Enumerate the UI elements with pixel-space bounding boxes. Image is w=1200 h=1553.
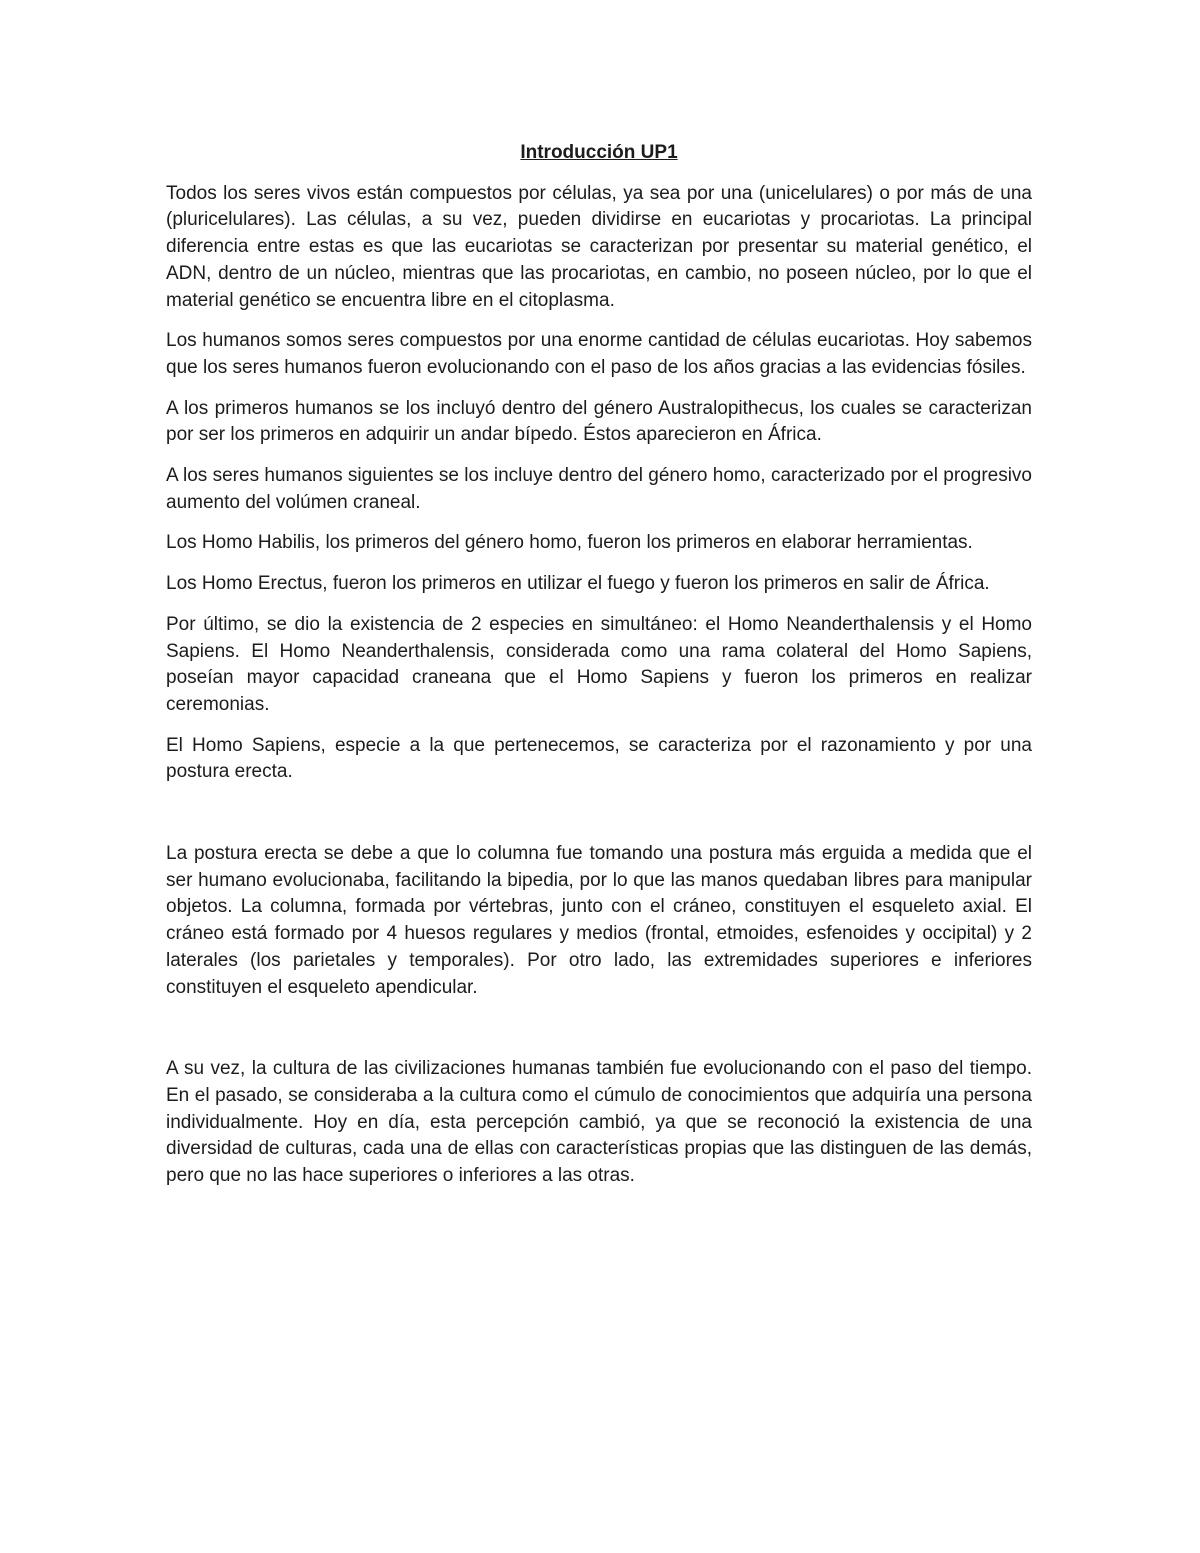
paragraph-homo-erectus: Los Homo Erectus, fueron los primeros en utilizar el fuego y fueron los primeros en salir de África.	[166, 573, 990, 595]
paragraph-cells: Todos los seres vivos están compuestos por células, ya sea por una (unicelulares) o por más de una (pluricelulares). Las células, a su vez, pueden dividirse en eucariotas y procariotas. La principal diferencia entre estas es que las eucariotas se caracterizan por presentar su material genético, el ADN, dentro de un núcleo, mientras que las procariotas, en cambio, no poseen núcleo, por lo que el material genético se encuentra libre en el citoplasma.	[166, 182, 1032, 311]
paragraph-neanderthal-sapiens: Por último, se dio la existencia de 2 especies en simultáneo: el Homo Neanderthalensis y el Homo Sapiens. El Homo Neanderthalensis, considerada como una rama colateral del Homo Sapiens, poseían mayor capacidad craneana que el Homo Sapiens y fueron los primeros en realizar ceremonias.	[166, 613, 1032, 715]
paragraph-humans-eukaryotes: Los humanos somos seres compuestos por una enorme cantidad de células eucariotas. Hoy sabemos que los seres humanos fueron evolucionando con el paso de los años gracias a las evidencias fósiles.	[166, 330, 1032, 378]
blank-line	[166, 800, 1032, 841]
document-title: Introducción UP1	[520, 142, 678, 163]
paragraph-australopithecus: A los primeros humanos se los incluyó dentro del género Australopithecus, los cuales se caracterizan por ser los primeros en adquirir un andar bípedo. Éstos aparecieron en África.	[166, 397, 1032, 446]
paragraph-homo-sapiens: El Homo Sapiens, especie a la que pertenecemos, se caracteriza por el razonamiento y por una postura erecta.	[166, 734, 1032, 783]
paragraph-homo-habilis: Los Homo Habilis, los primeros del género homo, fueron los primeros en elaborar herramientas.	[166, 532, 973, 554]
document-body	[166, 140, 1032, 1204]
paragraph-genus-homo: A los seres humanos siguientes se los incluye dentro del género homo, caracterizado por el progresivo aumento del volúmen craneal.	[166, 465, 1032, 513]
paragraph-culture: A su vez, la cultura de las civilizaciones humanas también fue evolucionando con el paso del tiempo. En el pasado, se consideraba a la cultura como el cúmulo de conocimientos que adquiría una persona individualmente. Hoy en día, esta percepción cambió, ya que se reconoció la existencia de una diversidad de culturas, cada una de ellas con características propias que las distinguen de las demás, pero que no las hace superiores o inferiores a las otras.	[166, 1058, 1032, 1187]
paragraph-upright-posture: La postura erecta se debe a que lo columna fue tomando una postura más erguida a medida que el ser humano evolucionaba, facilitando la bipedia, por lo que las manos quedaban libres para manipular objetos. La columna, formada por vértebras, junto con el cráneo, constituyen el esqueleto axial. El cráneo está formado por 4 huesos regulares y medios (frontal, etmoides, esfenoides y occipital) y 2 laterales (los parietales y temporales). Por otro lado, las extremidades superiores e inferiores constituyen el esqueleto apendicular.	[166, 843, 1032, 998]
blank-line	[166, 1015, 1032, 1056]
